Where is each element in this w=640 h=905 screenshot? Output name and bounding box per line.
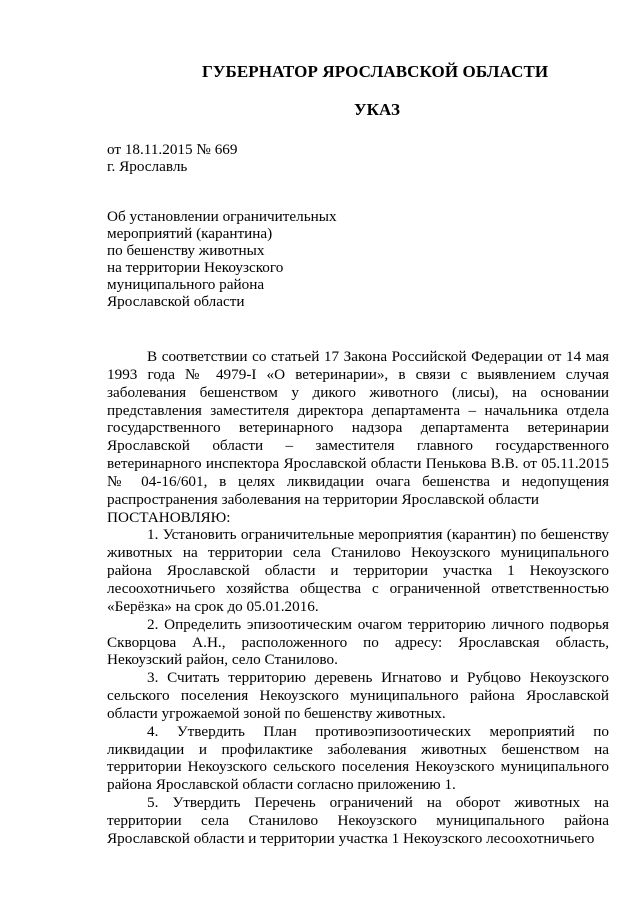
decree-body <box>107 348 609 848</box>
decree-item: 5. Утвердить Перечень ограничений на оборот животных на территории села Станилово Некоузского муниципального района Ярославской области и территории участка 1 Некоузского лесоохотничьего <box>107 794 609 847</box>
decree-item: 2. Определить эпизоотическим очагом территорию личного подворья Скворцова А.Н., расположенного по адресу: Ярославская область, Некоузский район, село Станилово. <box>107 615 609 669</box>
decree-word: ПОСТАНОВЛЯЮ: <box>107 508 231 526</box>
decree-item: 3. Считать территорию деревень Игнатово и Рубцово Некоузского сельского поселения Некоузского муниципального района Ярославской области угрожаемой зоной по бешенству животных. <box>107 669 609 722</box>
city: г. Ярославль <box>107 158 188 175</box>
subject-line: по бешенству животных <box>107 242 265 259</box>
subject-line: мероприятий (карантина) <box>107 225 273 242</box>
subject-line: муниципального района <box>107 276 265 293</box>
authority-heading: ГУБЕРНАТОР ЯРОСЛАВСКОЙ ОБЛАСТИ <box>202 62 549 81</box>
subject-line: Об установлении ограничительных <box>107 208 337 225</box>
document-type-heading: УКАЗ <box>354 100 401 119</box>
subject-line: Ярославской области <box>107 293 245 310</box>
subject-line: на территории Некоузского <box>107 259 284 276</box>
preamble-paragraph: В соответствии со статьей 17 Закона Российской Федерации от 14 мая 1993 года № 4979-I «О ветеринарии», в связи с выявлением случая заболевания бешенством у дикого животного (лисы), на основании представления заместителя директора департамента – начальника отдела государственного ветеринарного надзора департамента ветеринарии Ярославской области – заместителя главного государственного ветеринарного инспектора Ярославской области Пенькова В.В. от 05.11.2015 № 04-16/601, в целях ликвидации очага бешенства и недопущения распространения заболевания на территории Ярославской области <box>107 348 609 508</box>
date-number: от 18.11.2015 № 669 <box>107 141 238 158</box>
decree-item: 1. Установить ограничительные мероприятия (карантин) по бешенству животных на территории села Станилово Некоузского муниципального района Ярославской области и территории участка 1 Некоузского лесоохотничьего хозяйства общества с ограниченной ответственностью «Берёзка» на срок до 05.01.2016. <box>107 526 609 615</box>
decree-item: 4. Утвердить План противоэпизоотических мероприятий по ликвидации и профилактике заболевания животных бешенством на территории Некоузского сельского поселения Некоузского муниципального района Ярославской области согласно приложению 1. <box>107 722 609 794</box>
